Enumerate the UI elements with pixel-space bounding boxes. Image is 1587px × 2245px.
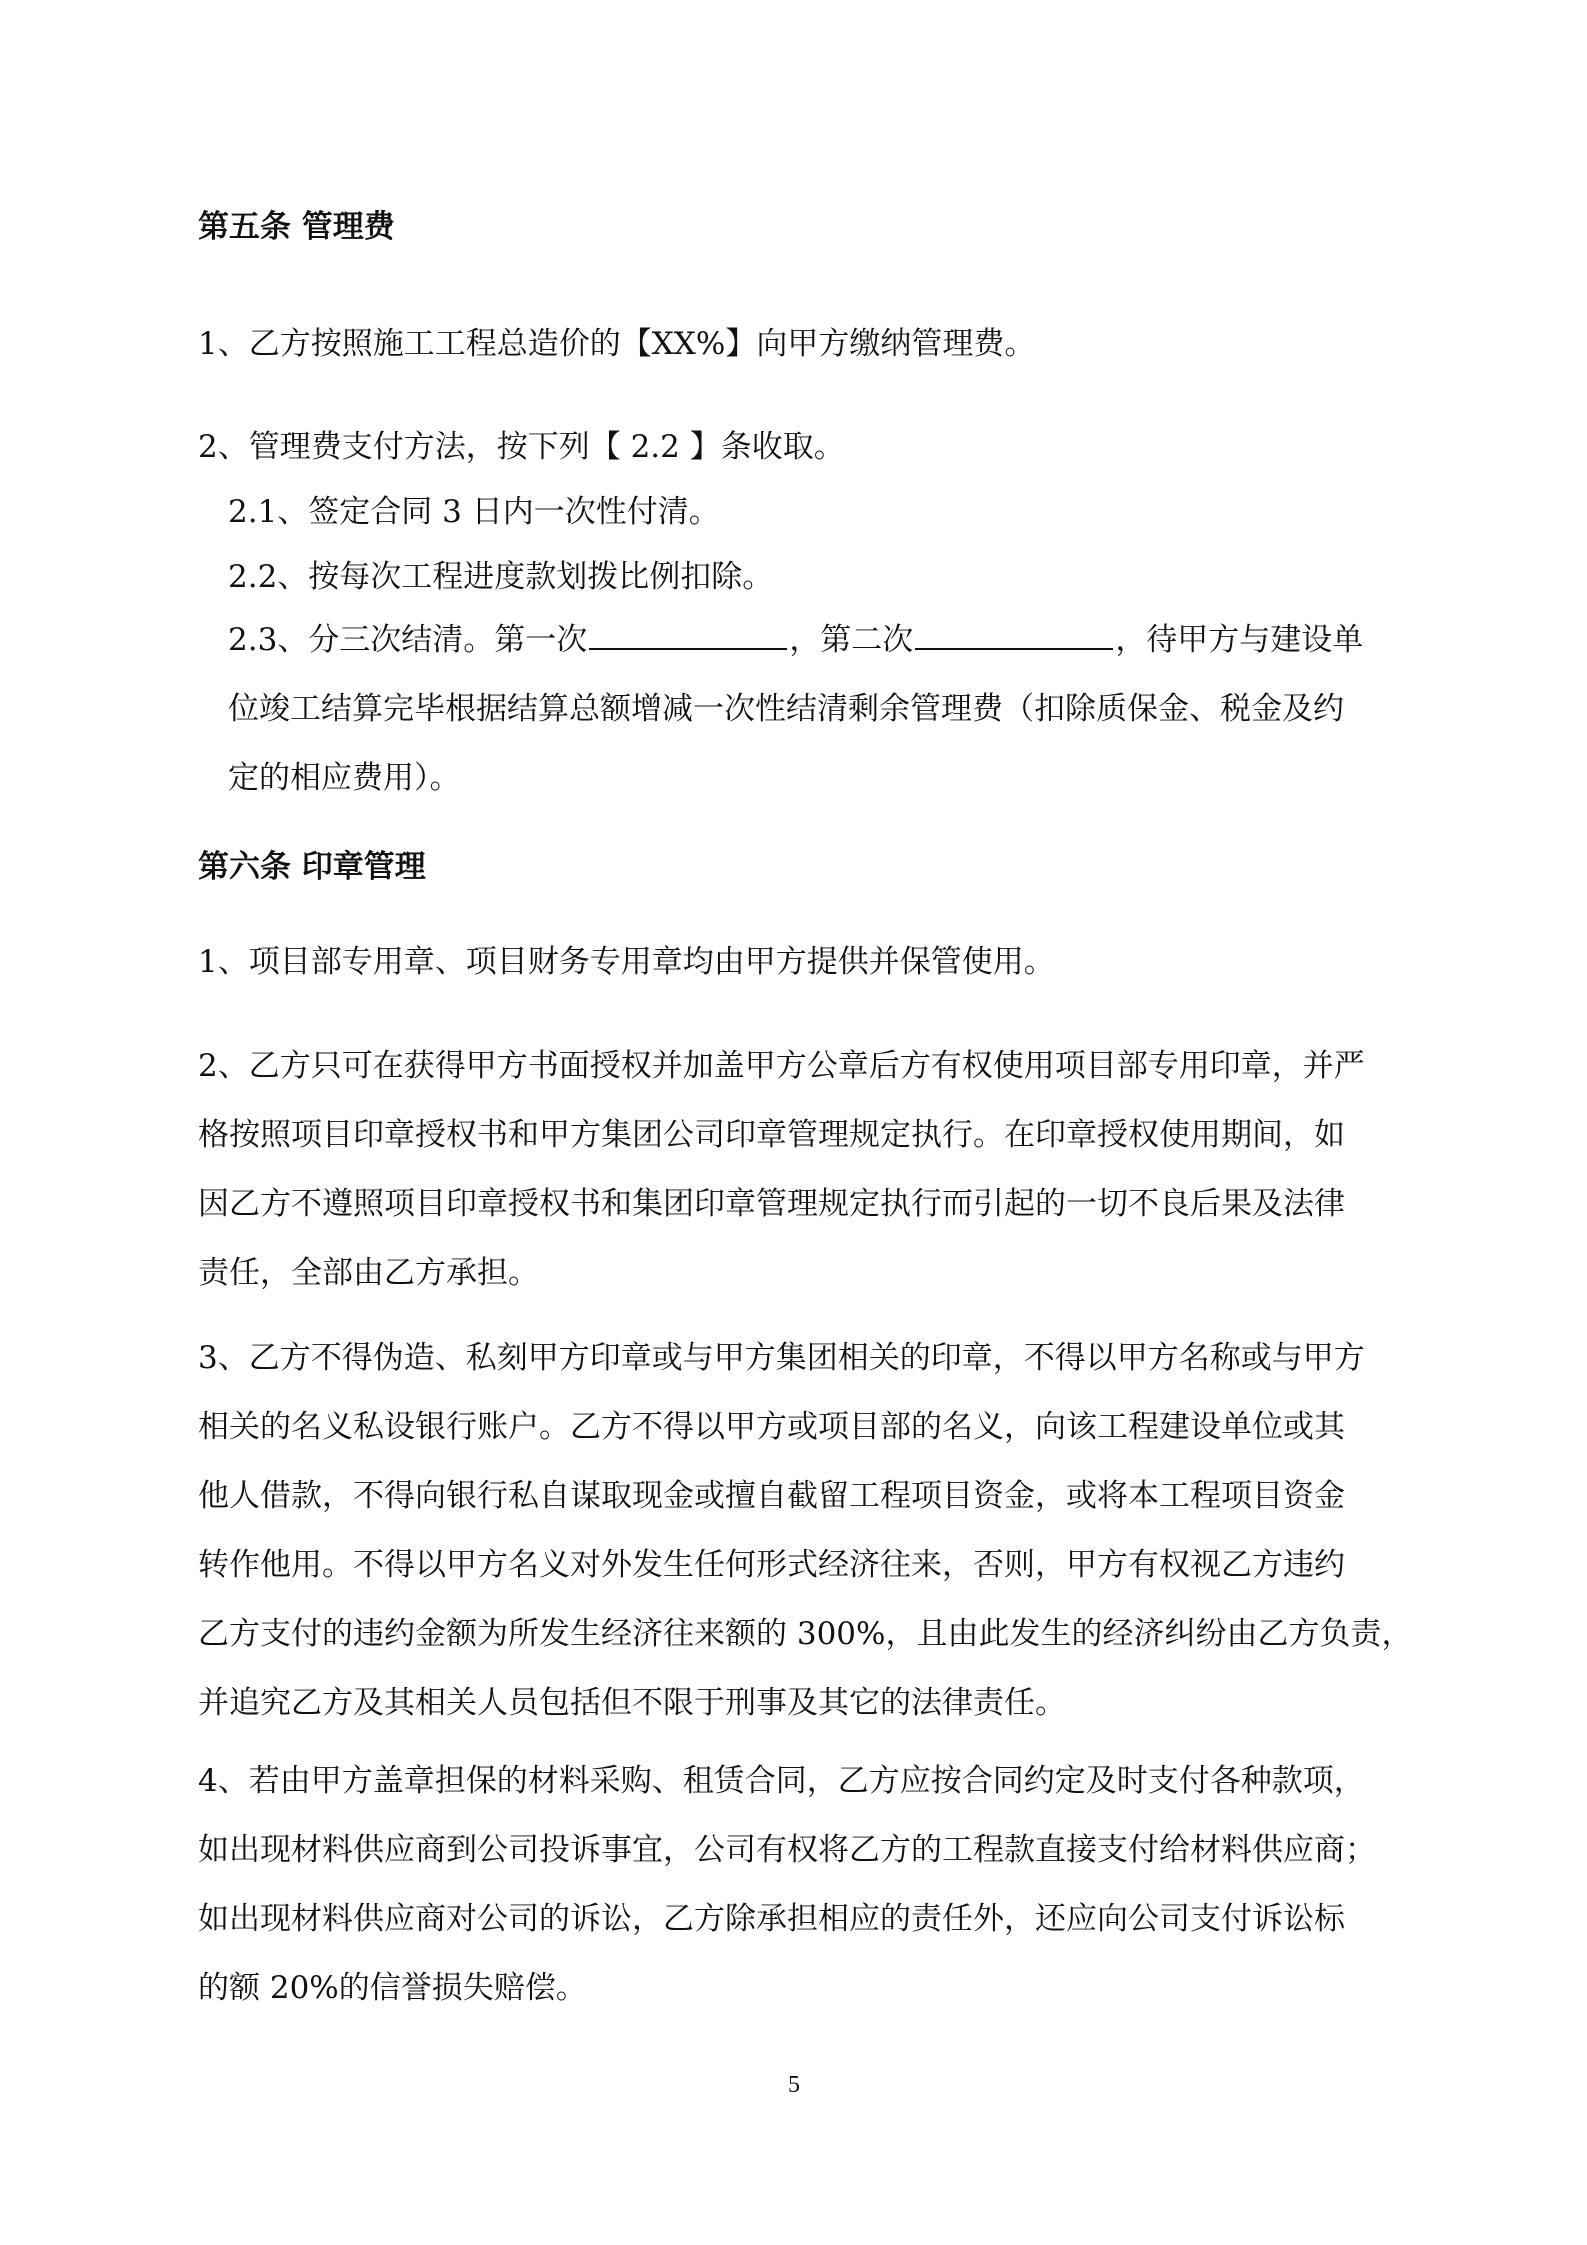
text-line: 2.1、签定合同 3 日内一次性付清。 <box>228 494 720 530</box>
text-line: 如出现材料供应商对公司的诉讼，乙方除承担相应的责任外，还应向公司支付诉讼标 <box>198 1901 1345 1937</box>
fill-in-blank <box>915 628 1113 650</box>
text-line: 4、若由甲方盖章担保的材料采购、租赁合同，乙方应按合同约定及时支付各种款项， <box>198 1763 1365 1799</box>
page-number: 5 <box>788 2072 800 2098</box>
section-6-heading: 第六条 印章管理 <box>198 849 426 885</box>
text-line <box>198 606 1398 675</box>
section-6-item-3 <box>198 1324 1413 1738</box>
section-5-item-1 <box>198 310 1398 379</box>
text-line: 1、项目部专用章、项目财务专用章均由甲方提供并保管使用。 <box>198 944 1055 980</box>
text-line: 并追究乙方及其相关人员包括但不限于刑事及其它的法律责任。 <box>198 1685 1066 1721</box>
section-6-item-4 <box>198 1747 1398 2023</box>
text-line: 他人借款，不得向银行私自谋取现金或擅自截留工程项目资金，或将本工程项目资金 <box>198 1478 1345 1514</box>
text-line: 位竣工结算完毕根据结算总额增减一次性结清剩余管理费（扣除质保金、税金及约 <box>228 691 1344 727</box>
text-segment: ，待甲方与建设单 <box>1115 622 1364 658</box>
section-5-item-2-2 <box>198 543 1398 612</box>
text-line: 2、管理费支付方法，按下列【 2.2 】条收取。 <box>198 429 845 465</box>
text-line: 如出现材料供应商到公司投诉事宜，公司有权将乙方的工程款直接支付给材料供应商； <box>198 1832 1376 1868</box>
text-line: 定的相应费用）。 <box>228 760 461 796</box>
text-line: 2.2、按每次工程进度款划拨比例扣除。 <box>228 559 774 595</box>
text-segment: 2.3、分三次结清。第一次 <box>228 622 588 658</box>
text-line: 的额 20%的信誉损失赔偿。 <box>198 1970 587 2006</box>
text-line: 格按照项目印章授权书和甲方集团公司印章管理规定执行。在印章授权使用期间，如 <box>198 1117 1345 1153</box>
text-line: 责任，全部由乙方承担。 <box>198 1255 539 1291</box>
text-segment: ，第二次 <box>789 622 914 658</box>
section-5-item-2 <box>198 413 1398 482</box>
text-line: 乙方支付的违约金额为所发生经济往来额的 300%，且由此发生的经济纠纷由乙方负责， <box>198 1616 1413 1652</box>
fill-in-blank <box>589 628 787 650</box>
text-line: 因乙方不遵照项目印章授权书和集团印章管理规定执行而引起的一切不良后果及法律 <box>198 1186 1345 1222</box>
section-5-item-2-1 <box>198 478 1398 547</box>
section-6-item-1 <box>198 928 1398 997</box>
section-5-item-2-3 <box>198 606 1398 813</box>
text-line: 3、乙方不得伪造、私刻甲方印章或与甲方集团相关的印章，不得以甲方名称或与甲方 <box>198 1340 1365 1376</box>
section-5-heading: 第五条 管理费 <box>198 209 395 245</box>
text-line: 转作他用。不得以甲方名义对外发生任何形式经济往来，否则，甲方有权视乙方违约 <box>198 1547 1345 1583</box>
section-6-item-2 <box>198 1032 1398 1308</box>
text-line: 2、乙方只可在获得甲方书面授权并加盖甲方公章后方有权使用项目部专用印章，并严 <box>198 1048 1365 1084</box>
text-line: 相关的名义私设银行账户。乙方不得以甲方或项目部的名义，向该工程建设单位或其 <box>198 1409 1345 1445</box>
text-line: 1、乙方按照施工工程总造价的【XX%】向甲方缴纳管理费。 <box>198 326 1036 362</box>
